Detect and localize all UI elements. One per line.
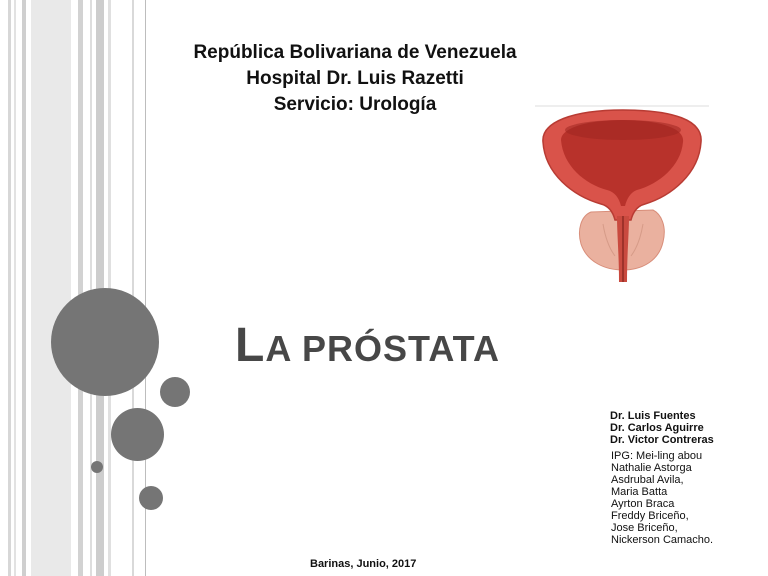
team-list xyxy=(611,450,713,546)
country-line: República Bolivariana de Venezuela xyxy=(193,42,517,63)
decorative-circle xyxy=(91,461,103,473)
decorative-stripe xyxy=(22,0,26,576)
team-member: Freddy Briceño, xyxy=(611,510,689,522)
decorative-circle xyxy=(160,377,190,407)
decorative-circle xyxy=(139,486,163,510)
prostate-bladder-illustration xyxy=(533,104,713,284)
team-member: Jose Briceño, xyxy=(611,522,678,534)
team-member: Ayrton Braca xyxy=(611,498,675,510)
title-rest: A PRÓSTATA xyxy=(265,328,500,369)
decorative-stripe xyxy=(8,0,11,576)
team-member: Asdrubal Avila, xyxy=(611,474,684,486)
decorative-stripe xyxy=(31,0,71,576)
doctors-list xyxy=(610,410,714,446)
team-member: Maria Batta xyxy=(611,486,668,498)
location-date: Barinas, Junio, 2017 xyxy=(310,558,417,570)
decorative-stripe xyxy=(90,0,92,576)
doctor-name: Dr. Luis Fuentes xyxy=(610,410,696,422)
decorative-circle xyxy=(111,408,164,461)
title-initial: L xyxy=(235,319,266,372)
institution-header xyxy=(165,40,545,118)
decorative-circle xyxy=(51,288,159,396)
team-member: Nathalie Astorga xyxy=(611,462,692,474)
hospital-line: Hospital Dr. Luis Razetti xyxy=(246,68,464,89)
doctor-name: Dr. Victor Contreras xyxy=(610,434,714,446)
service-line: Servicio: Urología xyxy=(273,94,437,115)
decorative-stripe xyxy=(78,0,83,576)
presentation-title xyxy=(235,318,500,373)
team-member: IPG: Mei-ling abou xyxy=(611,450,703,462)
doctor-name: Dr. Carlos Aguirre xyxy=(610,422,704,434)
decorative-stripe xyxy=(132,0,134,576)
decorative-stripe xyxy=(14,0,16,576)
team-member: Nickerson Camacho. xyxy=(611,534,714,546)
